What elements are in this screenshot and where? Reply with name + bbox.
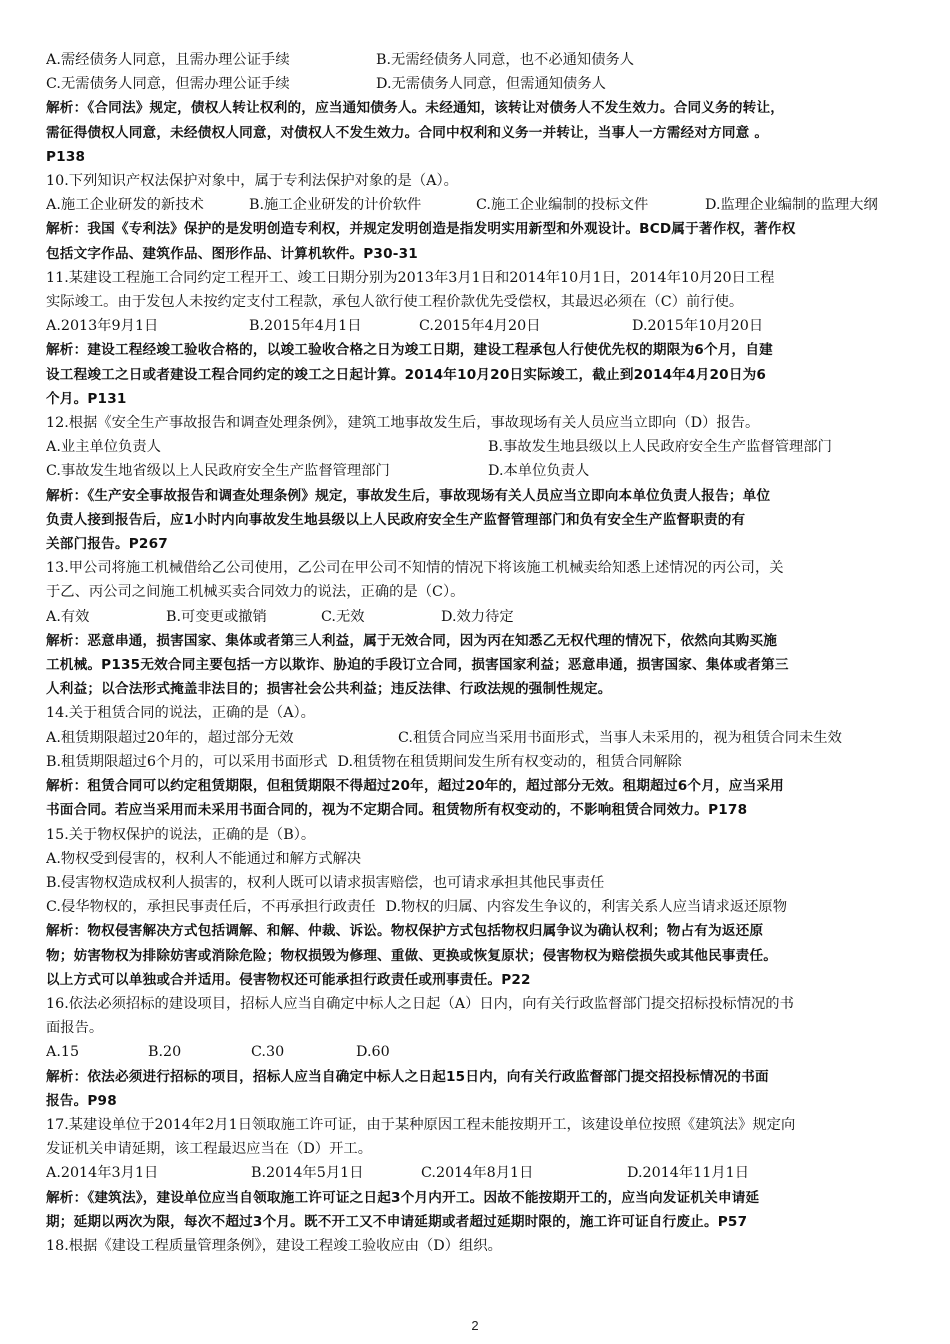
options-line: [46, 750, 908, 774]
explanation-line: 解析：《生产安全事故报告和调查处理条例》规定，事故发生后，事故现场有关人员应当立即向本单位负责人报告；单位: [46, 487, 771, 504]
explanation-line: 期；延期以两次为限，每次不超过3个月。既不开工又不申请延期或者超过延期时限的，施工许可证自行废止。P57: [46, 1213, 748, 1230]
answer-option: B.可变更或撤销: [166, 608, 267, 625]
answer-option: D.监理企业编制的监理大纲: [705, 197, 878, 214]
answer-option: A.租赁期限超过20年的，超过部分无效: [46, 729, 294, 746]
answer-option: C.租赁合同应当采用书面形式，当事人未采用的，视为租赁合同未生效: [398, 729, 842, 746]
answer-option: B.20: [148, 1044, 182, 1061]
answer-option: D.租赁物在租赁期间发生所有权变动的，租赁合同解除: [337, 753, 682, 770]
answer-option: D.60: [356, 1044, 390, 1061]
options-line: [46, 72, 908, 96]
question-line: 17.某建设单位于2014年2月1日领取施工许可证，由于某种原因工程未能按期开工，该建设单位按照《建筑法》规定向: [46, 1116, 796, 1133]
question-line: 10.下列知识产权法保护对象中，属于专利法保护对象的是（A）。: [46, 173, 458, 190]
answer-option: B.租赁期限超过6个月的，可以采用书面形式: [46, 753, 328, 770]
explanation-line: 解析：租赁合同可以约定租赁期限，但租赁期限不得超过20年，超过20年的，超过部分无效。租期超过6个月，应当采用: [46, 778, 784, 795]
options-line: [46, 726, 908, 750]
question-line: 实际竣工。由于发包人未按约定支付工程款，承包人欲行使工程价款优先受偿权，其最迟必须在（C）前行使。: [46, 294, 744, 311]
answer-option: A.需经债务人同意，且需办理公证手续: [46, 52, 290, 68]
question-line: 13.甲公司将施工机械借给乙公司使用，乙公司在甲公司不知情的情况下将该施工机械卖给知悉上述情况的丙公司，关: [46, 560, 784, 577]
options-line: [46, 1040, 908, 1064]
page-number: 2: [471, 1318, 479, 1333]
question-line: 14.关于租赁合同的说法，正确的是（A）。: [46, 705, 315, 722]
answer-option: C.无效: [321, 608, 365, 625]
answer-option: A.2014年3月1日: [46, 1165, 159, 1182]
answer-option: D.本单位负责人: [488, 463, 590, 480]
options-line: [46, 435, 908, 459]
answer-option: D.2015年10月20日: [632, 318, 764, 335]
question-line: 面报告。: [46, 1020, 104, 1037]
explanation-line: 需征得债权人同意，未经债权人同意，对债权人不发生效力。合同中权利和义务一并转让，当事人一方需经对方同意 。: [46, 124, 769, 141]
answer-option: C.2014年8月1日: [421, 1165, 534, 1182]
explanation-line: 物；妨害物权为排除妨害或消除危险；物权损毁为修理、重做、更换或恢复原状；侵害物权为赔偿损失或其他民事责任。: [46, 947, 778, 964]
explanation-line: 人利益；以合法形式掩盖非法目的；损害社会公共利益；违反法律、行政法规的强制性规定。: [46, 681, 612, 698]
explanation-line: 报告。P98: [46, 1092, 117, 1109]
explanation-line: 解析：恶意串通，损害国家、集体或者第三人利益，属于无效合同，因为丙在知悉乙无权代理的情况下，依然向其购买施: [46, 632, 778, 649]
answer-option: D.效力待定: [441, 608, 514, 625]
explanation-line: 书面合同。若应当采用而未采用书面合同的，视为不定期合同。租赁物所有权变动的，不影响租赁合同效力。P178: [46, 802, 748, 819]
question-line: 15.关于物权保护的说法，正确的是（B）。: [46, 826, 316, 843]
options-line: [46, 314, 908, 338]
question-line: 16.依法必须招标的建设项目，招标人应当自确定中标人之日起（A）日内，向有关行政监督部门提交招标投标情况的书: [46, 995, 794, 1012]
answer-option: D.2014年11月1日: [627, 1165, 750, 1182]
explanation-line: 解析：我国《专利法》保护的是发明创造专利权，并规定发明创造是指发明实用新型和外观设计。BCD属于著作权，著作权: [46, 221, 796, 238]
answer-option: A.业主单位负责人: [46, 439, 161, 456]
question-line: 发证机关申请延期，该工程最迟应当在（D）开工。: [46, 1141, 372, 1158]
answer-option: C.施工企业编制的投标文件: [476, 197, 649, 214]
explanation-line: 解析：《建筑法》，建设单位应当自领取施工许可证之日起3个月内开工。因故不能按期开工的，应当向发证机关申请延: [46, 1189, 760, 1206]
answer-option: C.事故发生地省级以上人民政府安全生产监督管理部门: [46, 463, 390, 480]
options-line: [46, 193, 908, 217]
answer-option: C.侵华物权的，承担民事责任后，不再承担行政责任: [46, 899, 376, 916]
explanation-line: 设工程竣工之日或者建设工程合同约定的竣工之日起计算。2014年10月20日实际竣工，截止到2014年4月20日为6: [46, 366, 767, 383]
page-content: [46, 48, 908, 1258]
answer-option: B.2014年5月1日: [251, 1165, 364, 1182]
answer-option: D.物权的归属、内容发生争议的，利害关系人应当请求返还原物: [385, 899, 788, 916]
answer-option: C.2015年4月20日: [419, 318, 541, 335]
answer-option: A.施工企业研发的新技术: [46, 197, 204, 214]
question-line: 11.某建设工程施工合同约定工程开工、竣工日期分别为2013年3月1日和2014年10月1日，2014年10月20日工程: [46, 269, 775, 286]
answer-option: B.无需经债务人同意，也不必通知债务人: [376, 52, 635, 68]
explanation-line: 以上方式可以单独或合并适用。侵害物权还可能承担行政责任或刑事责任。P22: [46, 971, 531, 988]
options-line: [46, 1161, 908, 1185]
answer-option: B.事故发生地县级以上人民政府安全生产监督管理部门: [488, 439, 832, 456]
explanation-line: 关部门报告。P267: [46, 536, 168, 553]
answer-option: B.施工企业研发的计价软件: [249, 197, 422, 214]
options-line: [46, 48, 908, 72]
answer-option: C.无需债务人同意，但需办理公证手续: [46, 76, 290, 93]
answer-option: A.有效: [46, 608, 90, 625]
answer-option: B.2015年4月1日: [249, 318, 362, 335]
explanation-line: 负责人接到报告后，应1小时内向事故发生地县级以上人民政府安全生产监督管理部门和负有安全生产监督职责的有: [46, 511, 746, 528]
explanation-line: 解析：《合同法》规定，债权人转让权利的，应当通知债务人。未经通知，该转让对债务人不发生效力。合同义务的转让，: [46, 100, 785, 117]
question-line: 18.根据《建设工程质量管理条例》，建设工程竣工验收应由（D）组织。: [46, 1237, 502, 1254]
explanation-line: P138: [46, 148, 86, 165]
question-line: B.侵害物权造成权利人损害的，权利人既可以请求损害赔偿，也可请求承担其他民事责任: [46, 874, 605, 891]
options-line: [46, 605, 908, 629]
answer-option: A.15: [46, 1044, 80, 1061]
explanation-line: 解析：建设工程经竣工验收合格的，以竣工验收合格之日为竣工日期，建设工程承包人行使优先权的期限为6个月，自建: [46, 342, 773, 359]
question-line: A.物权受到侵害的，权利人不能通过和解方式解决: [46, 850, 362, 867]
options-line: [46, 459, 908, 483]
explanation-line: 解析：依法必须进行招标的项目，招标人应当自确定中标人之日起15日内，向有关行政监督部门提交招投标情况的书面: [46, 1068, 769, 1085]
explanation-line: 包括文字作品、建筑作品、图形作品、计算机软件。P30-31: [46, 245, 418, 262]
explanation-line: 解析：物权侵害解决方式包括调解、和解、仲裁、诉讼。物权保护方式包括物权归属争议为确认权利；物占有为返还原: [46, 923, 764, 940]
answer-option: C.30: [251, 1044, 285, 1061]
answer-option: A.2013年9月1日: [46, 318, 159, 335]
options-line: [46, 895, 908, 919]
question-line: 于乙、丙公司之间施工机械买卖合同效力的说法，正确的是（C）。: [46, 584, 465, 601]
explanation-line: 工机械。P135无效合同主要包括一方以欺诈、胁迫的手段订立合同，损害国家利益；恶意串通，损害国家、集体或者第三: [46, 657, 789, 674]
explanation-line: 个月。P131: [46, 390, 127, 407]
answer-option: D.无需债务人同意，但需通知债务人: [376, 76, 606, 93]
question-line: 12.根据《安全生产事故报告和调查处理条例》，建筑工地事故发生后，事故现场有关人员应当立即向（D）报告。: [46, 415, 760, 432]
